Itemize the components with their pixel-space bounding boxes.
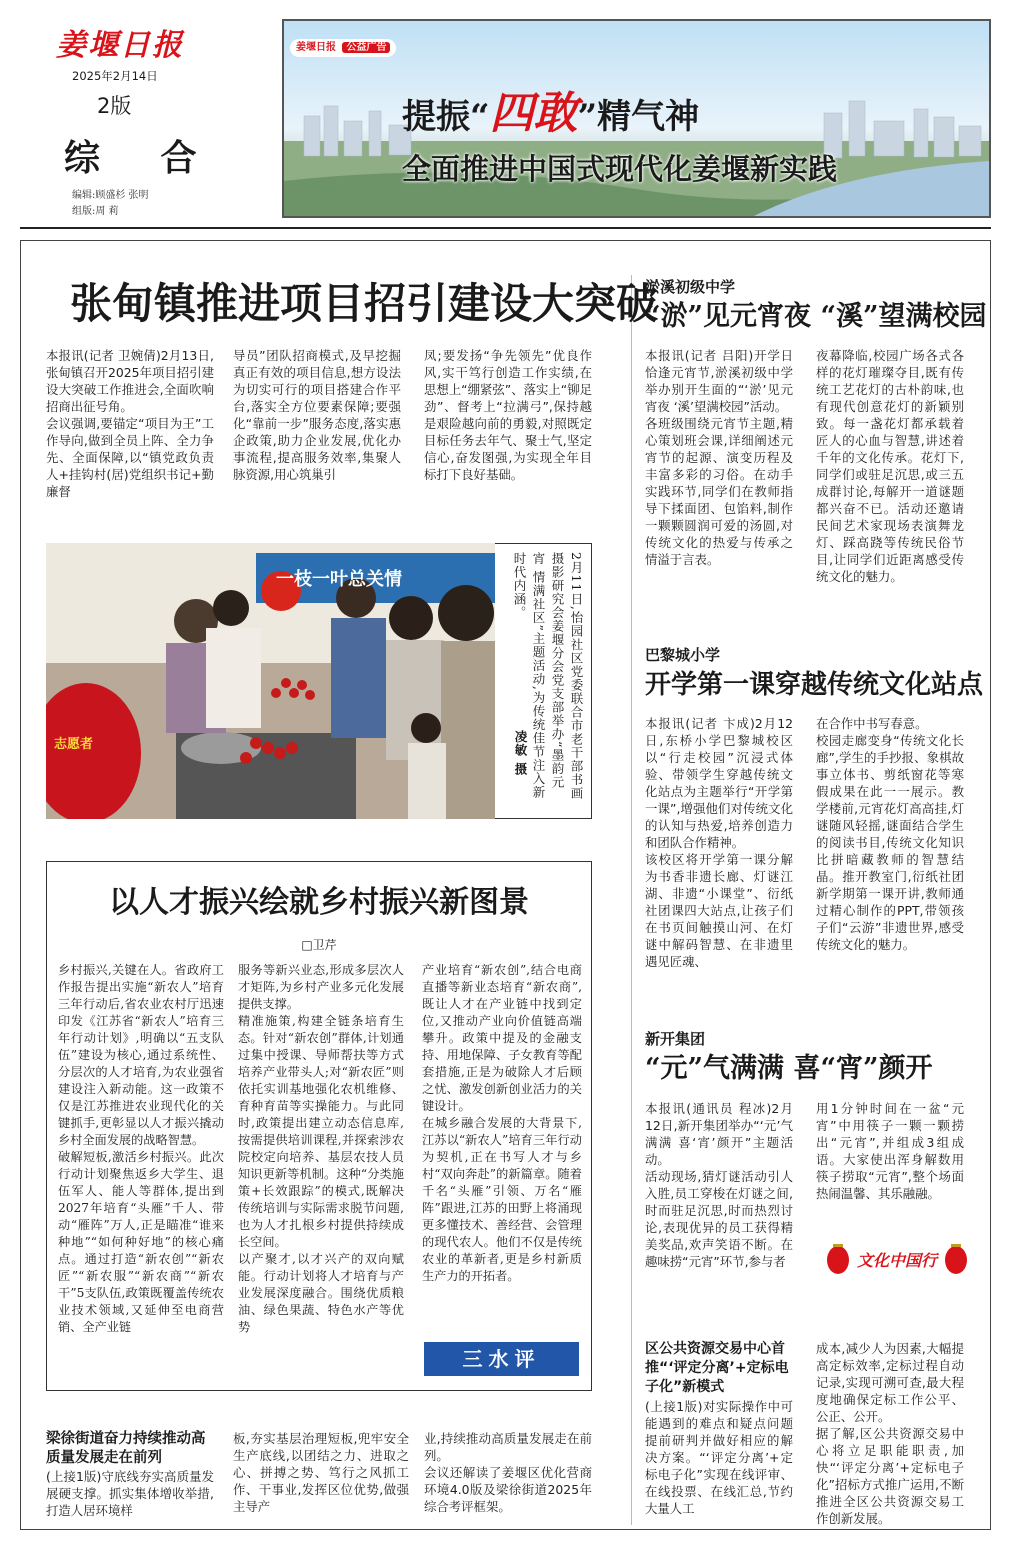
right2-kicker: 巴黎城小学 bbox=[645, 646, 721, 664]
masthead-logo: 姜堰日报 bbox=[56, 28, 184, 63]
lead-col-2: 导员”团队招商模式,及早挖掘真正有效的项目信息,想方设法为切实可行的项目搭建合作平台,落实全方位要素保障;要强化“靠前一步”服务态度,落实惠企政策,助力企业发展,优化办事流程,提高服务效率,集聚人脉资源,用心筑巢引 bbox=[233, 348, 401, 482]
photo-credit: 凌敏 摄 bbox=[513, 730, 528, 776]
banner-title-key: 四敢 bbox=[489, 88, 578, 139]
banner-subtitle: 全面推进中国式现代化姜堰新实践 bbox=[402, 152, 838, 186]
banner-logo-text: 姜堰日报 bbox=[296, 42, 336, 53]
right2-col-2: 在合作中书写春意。 校园走廊变身“传统文化长廊”,学生的手抄报、象棋故事立体书、剪纸窗花等寒假成果在此一一展示。教学楼前,元宵花灯高高挂,灯谜随风轻摇,谜面结合学生的阅读书目,传统文化知识比拼暗藏教师的智慧结晶。推开教室门,衍纸社团新学期第一课开讲,教师通过精心制作的PPT,带领孩子们“云游”非遗世界,感受传统文化的魅力。 bbox=[816, 716, 964, 952]
lead-col-1: 本报讯(记者 卫婉倩)2月13日,张甸镇召开2025年项目招引建设大突破工作推进会,全面吹响招商出征号角。 会议强调,要锚定“项目为王”工作导向,做到全员上阵、全力争先、全面保障,以“镇党政负责人+挂钩村(居)党组织书记+勤廉督 bbox=[46, 348, 214, 499]
editors-credit bbox=[72, 188, 149, 220]
lead-headline: 张甸镇推进项目招引建设大突破 bbox=[70, 279, 659, 328]
banner-tag: 公益广告 bbox=[342, 42, 390, 53]
culture-stamp bbox=[824, 1236, 970, 1284]
bottom-col-3: 业,持续推动高质量发展走在前列。 会议还解读了姜堰区优化营商环境4.0版及梁徐街道2025年综合考评框架。 bbox=[424, 1431, 592, 1514]
right3-kicker: 新开集团 bbox=[645, 1030, 706, 1048]
right2-col-1: 本报讯(记者 卞成)2月12日,东桥小学巴黎城校区以“行走校园”沉浸式体验、带领学生穿越传统文化站点为主题举行“开学第一课”,增强他们对传统文化的认知与热爱,培养创造力和团队合作精神。 该校区将开学第一课分解为书香非遗长廊、灯谜江湖、非遗“小课堂”、衍纸社团课四大站点,让孩子们在书页间触摸山河、在灯谜中解码智慧、在非遗里遇见匠魂、 bbox=[645, 716, 793, 969]
right3-headline: “元”气满满 喜“宵”颜开 bbox=[645, 1053, 933, 1084]
right4-headline: 区公共资源交易中心首推“‘评定分离’+定标电子化”新模式 bbox=[645, 1341, 789, 1395]
right4-col-2: 成本,减少人为因素,大幅提高定标效率,定标过程自动记录,实现可溯可查,最大程度地确保定标工作公平、公正、公开。 据了解,区公共资源交易中心将立足职能职责,加快“‘评定分离’+定标电子化”招标方式推广运用,不断推进全区公共资源交易工作创新发展。 bbox=[816, 1341, 964, 1526]
commentary-author: □卫芹 bbox=[301, 938, 337, 952]
photo-illustration bbox=[46, 543, 495, 819]
commentary-headline: 以人才振兴绘就乡村振兴新图景 bbox=[109, 885, 529, 920]
layout-line: 组版:周 莉 bbox=[72, 206, 119, 217]
right1-headline: “淤”见元宵夜 “溪”望满校园 bbox=[645, 301, 987, 332]
right2-headline: 开学第一课穿越传统文化站点 bbox=[645, 670, 984, 700]
bottom-headline: 梁徐街道奋力持续推动高质量发展走在前列 bbox=[46, 1431, 206, 1466]
right4-col-1: (上接1版)对实际操作中可能遇到的难点和疑点问题提前研判并做好相应的解决方案。“‘评定分离’+定标电子化”实现在线评审、在线投票、在线汇总,节约大量人工 bbox=[645, 1399, 793, 1516]
commentary-column-logo: 三水评 bbox=[424, 1342, 579, 1376]
right3-col-1: 本报讯(通讯员 程冰)2月12日,新开集团举办“‘元’气满满 喜‘宵’颜开”主题活动。 活动现场,猜灯谜活动引人入胜,员工穿梭在灯谜之间,时而驻足沉思,时而热烈讨论,表现优异的员工获得精美奖品,欢声笑语不断。在趣味捞“元宵”环节,参与者 bbox=[645, 1101, 793, 1269]
photo-caption-text: 2月11日,怡园社区党委联合市老干部书画摄影研究会姜堰分会党支部举办“墨韵元宵 情满社区”主题活动,为传统佳节注入新时代内涵。 bbox=[512, 552, 584, 800]
banner-title-pre: 提振“ bbox=[402, 97, 490, 137]
bottom-col-1: (上接1版)守底线夯实高质量发展硬支撑。抓实集体增收举措,打造人居环境样 bbox=[46, 1469, 214, 1518]
right1-col-1: 本报讯(记者 吕阳)开学日恰逢元宵节,淤溪初级中学举办别开生面的“‘淤’见元宵夜 ‘溪’望满校园”活动。 各班级围绕元宵节主题,精心策划班会课,详细阐述元宵节的起源、演变历程及丰富多彩的习俗。在动手实践环节,同学们在教师指导下揉面团、包馅料,制作一颗颗圆润可爱的汤圆,对传统文化的热爱与传承之情溢于言表。 bbox=[645, 348, 793, 567]
banner-logo bbox=[290, 39, 396, 57]
photo-banner-text: 一枝一叶总关情 bbox=[276, 569, 402, 590]
photo-vest-text: 志愿者 bbox=[54, 737, 94, 752]
page-number: 2版 bbox=[97, 94, 132, 118]
commentary-col-3: 产业培育“新农创”,结合电商直播等新业态培育“新农商”,既让人才在产业链中找到定位,又推动产业向价值链高端攀升。政策中提及的金融支持、用地保障、子女教育等配套措施,正是为破除人才后顾之忧、激发创新创业活力的关键设计。 在城乡融合发展的大背景下,江苏以“新农人”培育三年行动为契机,正在书写人才与乡村“双向奔赴”的新篇章。随着千名“头雁”引领、万名“雁阵”跟进,江苏的田野上将涌现更多懂技术、善经营、会管理的现代农人。他们不仅是传统农业的革新者,更是乡村新质生产力的开拓者。 bbox=[422, 963, 582, 1283]
section-title: 综 合 bbox=[64, 137, 221, 179]
banner-title-post: ”精气神 bbox=[577, 97, 700, 137]
stamp-text: 文化中国行 bbox=[856, 1251, 937, 1270]
commentary-col-1: 乡村振兴,关键在人。省政府工作报告提出实施“新农人”培育三年行动后,省农业农村厅迅速印发《江苏省“新农人”培育三年行动计划》,明确以“五支队伍”建设为核心,通过系统性、分层次的人才培育,为农业强省建设注入新动能。这一政策不仅是江苏推进农业现代化的关键抓手,更彰显以人才振兴撬动乡村全面发展的战略智慧。 破解短板,激活乡村振兴。此次行动计划聚焦返乡大学生、退伍军人、能人等群体,提出到2027年培育“头雁”千人、带动“雁阵”万人,正是瞄准“谁来种地”“如何种好地”的核心痛点。通过打造“新农创”“新农匠”“新农服”“新农商”“新农干”5支队伍,政策既覆盖传统农业技术领域,又延伸至电商营销、全产业链 bbox=[58, 963, 224, 1334]
news-photo bbox=[46, 543, 495, 819]
commentary-col-2: 服务等新兴业态,形成多层次人才矩阵,为乡村产业多元化发展提供支撑。 精准施策,构建全链条培育生态。针对“新农创”群体,计划通过集中授课、导师帮扶等方式培养产业带头人;对“新农匠”则依托实训基地强化农机维修、育种育苗等实操能力。与此同时,政策提出建立动态信息库,按需提供培训课程,并探索涉农院校定向培养、基层农技人员知识更新等机制。这种“分类施策+长效跟踪”的模式,既解决传统培训与实际需求脱节问题,也为人才扎根乡村提供持续成长空间。 以产聚才,以才兴产的双向赋能。行动计划将人才培育与产业发展深度融合。围绕优质粮油、绿色果蔬、特色水产等优势 bbox=[238, 963, 404, 1334]
right1-col-2: 夜幕降临,校园广场各式各样的花灯璀璨夺目,既有传统工艺花灯的古朴韵味,也有现代创意花灯的新颖别致。每一盏花灯都承载着匠人的心血与智慧,讲述着千年的文化传承。花灯下,同学们或驻足沉思,或三五成群讨论,每解开一道谜题都兴奋不已。活动还邀请民间艺术家现场表演舞龙灯、踩高跷等传统民俗节目,让同学们近距离感受传统文化的魅力。 bbox=[816, 348, 964, 584]
bottom-col-2: 板,夯实基层治理短板,兜牢安全生产底线,以团结之力、进取之心、拼搏之势、笃行之风抓工作、干事业,发挥区位优势,做强主导产 bbox=[233, 1431, 409, 1514]
editors-line: 编辑:顾盛杉 张明 bbox=[72, 190, 149, 201]
right1-kicker: 淤溪初级中学 bbox=[645, 278, 736, 296]
header-rule bbox=[20, 227, 991, 229]
banner-title bbox=[402, 77, 699, 141]
column-divider bbox=[631, 275, 632, 1525]
right3-col-2: 用1分钟时间在一盆“元宵”中用筷子一颗一颗捞出“元宵”,并组成3组成语。大家使出浑身解数用筷子捞取“元宵”,整个场面热闹温馨、其乐融融。 bbox=[816, 1101, 964, 1201]
public-service-banner bbox=[282, 19, 991, 218]
issue-date: 2025年2月14日 bbox=[72, 69, 158, 83]
lead-col-3: 凤;要发扬“争先领先”优良作风,实干笃行创造工作实绩,在思想上“绷紧弦”、落实上“铆足劲”、督考上“拉满弓”,保持越是艰险越向前的勇毅,对照既定目标任务去年气、聚士气,坚定信心,奋发图强,为实现全年目标打下良好基础。 bbox=[424, 348, 592, 482]
